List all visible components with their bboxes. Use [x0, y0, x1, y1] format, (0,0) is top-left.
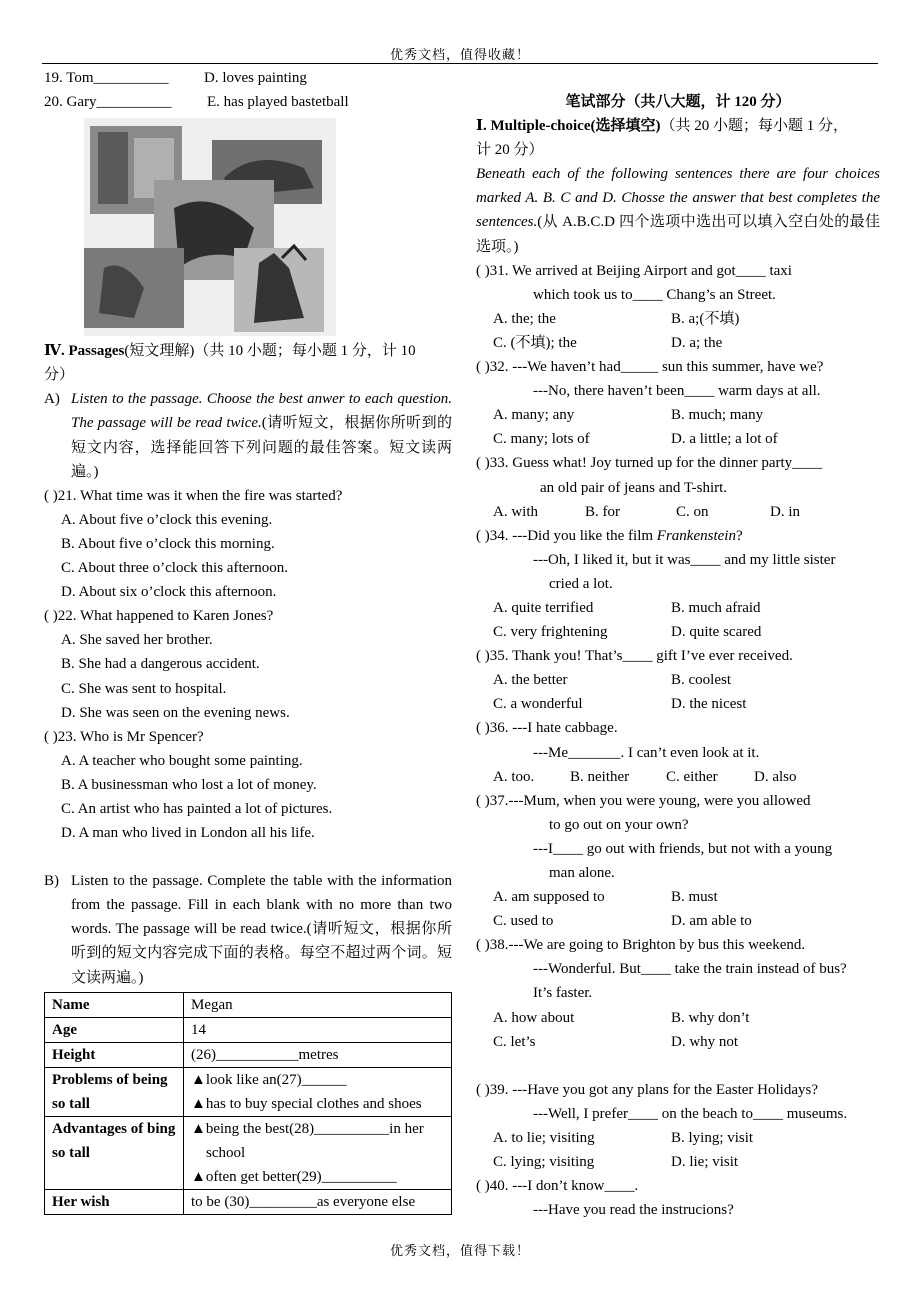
question-37-options-row-2	[476, 909, 880, 933]
match-opt-d: D. loves painting	[204, 70, 307, 86]
right-column	[476, 90, 880, 1222]
question-34-option-c: C. very frightening	[493, 624, 608, 641]
question-34-option-d: D. quite scared	[671, 624, 762, 641]
question-39-option-b: B. lying; visit	[671, 1129, 754, 1146]
question-33-stem-2: an old pair of jeans and T-shirt.	[540, 479, 728, 496]
question-32-options-row-2	[476, 427, 880, 451]
table-row	[45, 1042, 452, 1067]
section-i-desc: （共 20 小题；每小题 1 分，	[660, 118, 848, 135]
page-footer: 优秀文档，值得下载！	[389, 1243, 530, 1258]
table-key-name: Name	[45, 992, 184, 1017]
question-23	[44, 725, 452, 845]
question-38-stem-2: ---Wonderful. But____ take the train instead of bus?	[533, 961, 847, 978]
table-row	[45, 1017, 452, 1042]
section-i-desc-2: 计 20 分）	[476, 142, 544, 159]
table-key-height: Height	[45, 1042, 184, 1067]
part-a-instruction	[44, 387, 452, 483]
left-column	[44, 66, 452, 1215]
table-key-problems: Problems of being so tall	[45, 1067, 184, 1116]
question-32-option-a: A. many; any	[493, 407, 575, 424]
question-32-stem-2: ---No, there haven’t been____ warm days at all.	[533, 383, 821, 400]
question-22-option-d: D. She was seen on the evening news.	[61, 704, 290, 721]
question-33-option-a: A. with	[493, 503, 538, 520]
question-35-stem: ( )35. Thank you! That’s____ gift I’ve ever received.	[476, 648, 793, 665]
question-34-film-title: Frankenstein	[656, 527, 736, 544]
table-key-wish: Her wish	[45, 1190, 184, 1215]
question-37-options-row-1	[476, 885, 880, 909]
question-35-options-row-2	[476, 692, 880, 716]
question-34-option-b: B. much afraid	[671, 599, 761, 616]
question-38-options-row-1	[476, 1006, 880, 1030]
question-22-option-b: B. She had a dangerous accident.	[61, 656, 260, 673]
section-iv-desc-2: 分）	[44, 367, 75, 384]
question-21-option-d: D. About six o’clock this afternoon.	[61, 584, 277, 601]
table-value-advantage-1: ▲being the best(28)__________in her school	[191, 1121, 424, 1162]
question-31-option-a: A. the; the	[493, 310, 556, 327]
part-a-chinese: (请听短文，根据你所听到的短文内容，选择能回答下列问题的最佳答案。短文读两遍。)	[71, 415, 453, 480]
question-36-stem: ( )36. ---I hate cabbage.	[476, 720, 618, 737]
written-part-title: 笔试部分（共八大题，计 120 分）	[565, 94, 791, 110]
question-34-stem-text: ( )34. ---Did you like the film	[476, 527, 657, 544]
question-31-options-row-1	[476, 307, 880, 331]
question-34-stem-2: ---Oh, I liked it, but it was____ and my little sister	[533, 551, 836, 568]
question-34-stem-3: cried a lot.	[549, 575, 613, 592]
part-b-label: B)	[44, 873, 59, 890]
question-22-stem: ( )22. What happened to Karen Jones?	[44, 608, 274, 625]
question-22	[44, 604, 452, 724]
question-33-option-b: B. for	[585, 503, 620, 520]
header-rule	[42, 63, 878, 64]
question-40-stem-2: ---Have you read the instrucions?	[533, 1202, 734, 1219]
question-39-stem: ( )39. ---Have you got any plans for the Easter Holidays?	[476, 1081, 818, 1098]
section-i-title: Ⅰ. Multiple-choice(选择填空)	[476, 118, 661, 135]
question-39-option-c: C. lying; visiting	[493, 1154, 595, 1171]
question-33-option-c: C. on	[676, 503, 709, 520]
table-row	[45, 1117, 452, 1190]
question-39-stem-2: ---Well, I prefer____ on the beach to____ museums.	[533, 1105, 848, 1122]
question-37-option-b: B. must	[671, 889, 718, 906]
question-37-stem-4: man alone.	[549, 865, 615, 881]
question-35-option-a: A. the better	[493, 672, 568, 689]
table-row	[45, 992, 452, 1017]
question-22-option-c: C. She was sent to hospital.	[61, 680, 227, 697]
question-31-option-c: C. (不填); the	[493, 334, 577, 351]
question-35-options-row-1	[476, 668, 880, 692]
question-37-option-a: A. am supposed to	[493, 889, 605, 906]
question-21	[44, 484, 452, 604]
question-37-option-d: D. am able to	[671, 913, 752, 930]
question-23-stem: ( )23. Who is Mr Spencer?	[44, 728, 204, 745]
question-32-option-b: B. much; many	[671, 407, 764, 424]
photo-collage-graphic	[84, 118, 336, 336]
question-23-option-a: A. A teacher who bought some painting.	[61, 752, 303, 769]
question-31-stem: ( )31. We arrived at Beijing Airport and got____ taxi	[476, 262, 792, 279]
question-37-stem-2: to go out on your own?	[549, 816, 689, 833]
section-i-heading	[476, 114, 880, 138]
question-23-option-d: D. A man who lived in London all his life.	[61, 825, 315, 842]
question-37-stem: ( )37.---Mum, when you were young, were you allowed	[476, 792, 811, 809]
part-a-english: Listen to the passage. Choose the best anwer to each question. The passage will be read twice.	[71, 391, 452, 432]
question-32-option-d: D. a little; a lot of	[671, 431, 778, 448]
question-39-options-row-1	[476, 1126, 880, 1150]
part-a-label: A)	[44, 391, 60, 408]
table-value-name: Megan	[184, 992, 452, 1017]
question-31-options-row-2	[476, 331, 880, 355]
question-38-option-a: A. how about	[493, 1009, 575, 1026]
question-21-option-c: C. About three o’clock this afternoon.	[61, 560, 289, 577]
part-b-text: Listen to the passage. Complete the table with the information from the passage. Fill in each blank with no more than two words. The passage will be read twice.(请听短文，根据你所听到的短文内容完成下面的表格。每空不超过两个词。短文读两遍。)	[71, 873, 452, 986]
question-36-option-c: C. either	[666, 768, 718, 785]
question-35-option-b: B. coolest	[671, 672, 731, 689]
match-row-19	[44, 66, 452, 90]
question-21-option-b: B. About five o’clock this morning.	[61, 535, 275, 552]
question-31-option-d: D. a; the	[671, 334, 723, 351]
question-33-stem: ( )33. Guess what! Joy turned up for the dinner party____	[476, 455, 823, 472]
question-21-stem: ( )21. What time was it when the fire was started?	[44, 487, 343, 504]
section-iv-desc: (短文理解)（共 10 小题；每小题 1 分，计 10	[124, 343, 416, 360]
question-36-option-b: B. neither	[570, 768, 630, 785]
question-23-option-b: B. A businessman who lost a lot of money.	[61, 776, 317, 793]
question-22-option-a: A. She saved her brother.	[61, 632, 213, 649]
question-36-option-a: A. too.	[493, 768, 535, 785]
question-38-option-c: C. let’s	[493, 1033, 536, 1050]
question-34-option-a: A. quite terrified	[493, 599, 594, 616]
question-38-option-b: B. why don’t	[671, 1009, 750, 1026]
table-key-age: Age	[45, 1017, 184, 1042]
question-34-stem-end: ?	[735, 527, 743, 544]
question-35-option-c: C. a wonderful	[493, 696, 583, 713]
table-value-height: (26)___________metres	[184, 1042, 452, 1067]
question-36-stem-2: ---Me_______. I can’t even look at it.	[533, 744, 760, 761]
match-opt-e: E. has played bastetball	[207, 94, 349, 111]
section-i-instruction	[476, 162, 880, 258]
match-name-20: 20. Gary__________	[44, 94, 172, 111]
question-34-options-row-1	[476, 596, 880, 620]
question-37-option-c: C. used to	[493, 913, 554, 930]
table-value-advantage-2: ▲often get better(29)__________	[191, 1169, 397, 1186]
sports-photo-collage	[84, 118, 336, 336]
part-b-instruction	[44, 869, 452, 989]
question-39-options-row-2	[476, 1150, 880, 1174]
question-32-stem: ( )32. ---We haven’t had_____ sun this summer, have we?	[476, 359, 824, 376]
question-36-options	[476, 765, 880, 789]
question-39-option-a: A. to lie; visiting	[493, 1129, 595, 1146]
question-33-options	[476, 500, 880, 524]
question-31-option-b: B. a;(不填)	[671, 310, 740, 327]
question-23-option-c: C. An artist who has painted a lot of pictures.	[61, 800, 333, 817]
section-iv-heading	[44, 339, 452, 363]
question-38-stem-3: It’s faster.	[533, 985, 593, 1002]
question-36-option-d: D. also	[754, 768, 797, 785]
question-32-options-row-1	[476, 403, 880, 427]
question-31-stem-2: which took us to____ Chang’s an Street.	[533, 286, 776, 303]
question-38-options-row-2	[476, 1030, 880, 1054]
question-40-stem: ( )40. ---I don’t know____.	[476, 1178, 639, 1195]
table-value-age: 14	[184, 1017, 452, 1042]
table-key-advantages: Advantages of bing so tall	[45, 1117, 184, 1190]
table-value-problem-1: ▲look like an(27)______	[191, 1071, 347, 1088]
section-iv-title: Ⅳ. Passages	[44, 343, 125, 360]
question-21-option-a: A. About five o’clock this evening.	[61, 511, 273, 528]
question-39-option-d: D. lie; visit	[671, 1154, 739, 1171]
page-header: 优秀文档，值得收藏！	[389, 47, 530, 62]
match-row-20	[44, 90, 452, 114]
question-34-stem	[476, 524, 880, 548]
table-row	[45, 1190, 452, 1215]
table-value-problem-2: ▲has to buy special clothes and shoes	[191, 1096, 422, 1112]
table-value-wish: to be (30)_________as everyone else	[184, 1190, 452, 1215]
instruction-chinese: (从 A.B.C.D 四个选项中选出可以填入空白处的最佳选项。)	[476, 214, 880, 255]
question-34-options-row-2	[476, 620, 880, 644]
question-38-option-d: D. why not	[671, 1033, 739, 1050]
question-33-option-d: D. in	[770, 503, 800, 520]
table-row	[45, 1067, 452, 1116]
question-35-option-d: D. the nicest	[671, 696, 747, 713]
question-37-stem-3: ---I____ go out with friends, but not with a young	[533, 840, 833, 857]
match-name-19: 19. Tom__________	[44, 70, 169, 86]
question-38-stem: ( )38.---We are going to Brighton by bus this weekend.	[476, 937, 806, 954]
question-32-option-c: C. many; lots of	[493, 431, 590, 448]
information-table	[44, 992, 452, 1216]
instruction-english: Beneath each of the following sentences there are four choices marked A. B. C and D. Chosse the answer that best completes the sentences.	[476, 166, 880, 231]
